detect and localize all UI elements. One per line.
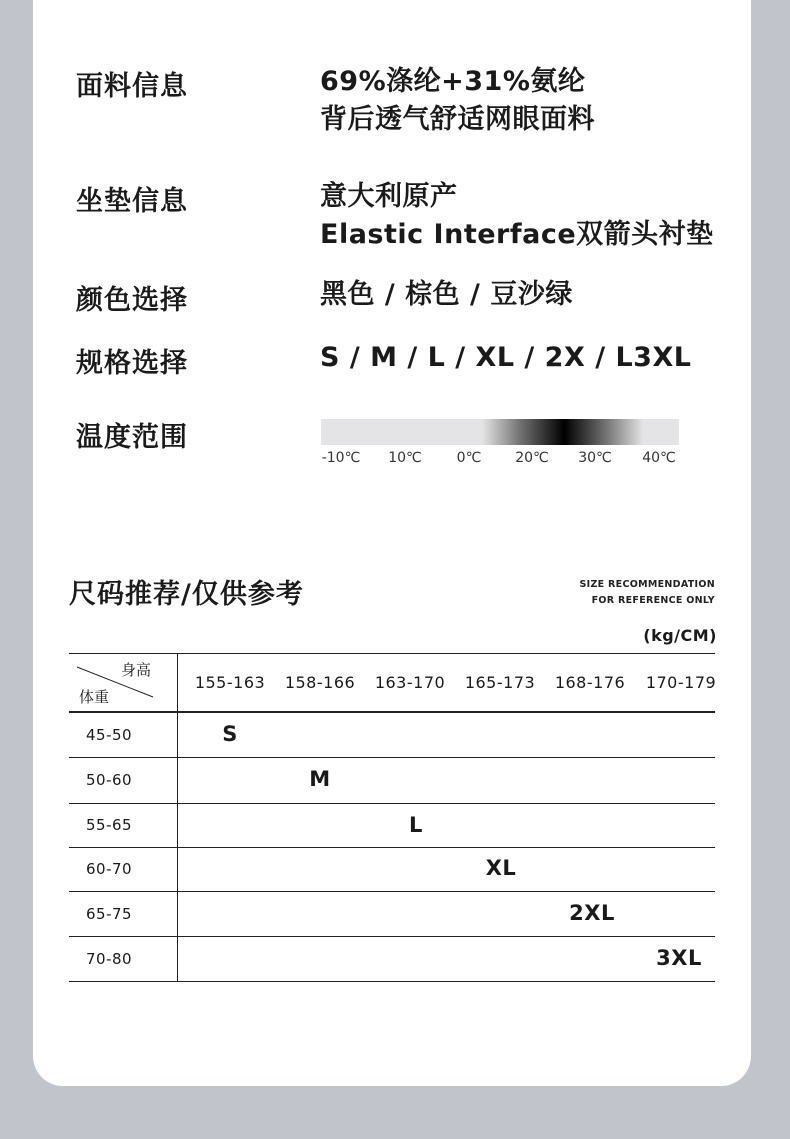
temperature-tick: 0℃ bbox=[456, 450, 482, 466]
temperature-gradient-bar bbox=[321, 419, 679, 445]
weight-row-header: 45-50 bbox=[86, 726, 133, 744]
size-table bbox=[69, 653, 715, 982]
height-column-header: 163-170 bbox=[374, 673, 446, 692]
table-header-divider bbox=[69, 711, 715, 713]
table-border-bottom bbox=[69, 981, 715, 982]
temperature-tick: 10℃ bbox=[388, 450, 422, 466]
weight-row-header: 65-75 bbox=[86, 905, 133, 923]
temperature-tick: 20℃ bbox=[515, 450, 549, 466]
table-row-divider bbox=[69, 891, 715, 892]
size-cell: M bbox=[309, 767, 331, 791]
size-value: S / M / L / XL / 2X / L3XL bbox=[320, 342, 692, 373]
pad-label: 坐垫信息 bbox=[76, 186, 188, 217]
size-chart-subtitle-2: FOR REFERENCE ONLY bbox=[591, 595, 715, 606]
fabric-value bbox=[320, 63, 595, 139]
size-cell: XL bbox=[485, 856, 517, 880]
temperature-tick: -10℃ bbox=[321, 450, 361, 466]
weight-row-header: 70-80 bbox=[86, 950, 133, 968]
temperature-tick: 30℃ bbox=[578, 450, 612, 466]
weight-row-header: 60-70 bbox=[86, 860, 133, 878]
pad-line-2: Elastic Interface双箭头衬垫 bbox=[320, 219, 714, 250]
table-row-divider bbox=[69, 936, 715, 937]
weight-row-header: 55-65 bbox=[86, 816, 133, 834]
table-column-divider bbox=[177, 653, 178, 982]
color-label: 颜色选择 bbox=[76, 285, 188, 316]
size-cell: 2XL bbox=[569, 901, 615, 925]
pad-line-1: 意大利原产 bbox=[320, 181, 458, 212]
corner-weight-label: 体重 bbox=[79, 688, 110, 706]
color-value: 黑色 / 棕色 / 豆沙绿 bbox=[320, 279, 573, 310]
height-column-header: 170-179 bbox=[645, 673, 717, 692]
size-cell: S bbox=[222, 722, 238, 746]
temperature-tick: 40℃ bbox=[642, 450, 676, 466]
height-column-header: 168-176 bbox=[554, 673, 626, 692]
size-cell: L bbox=[409, 813, 423, 837]
table-row-divider bbox=[69, 757, 715, 758]
height-column-header: 155-163 bbox=[194, 673, 266, 692]
size-label: 规格选择 bbox=[76, 348, 188, 379]
fabric-line-2: 背后透气舒适网眼面料 bbox=[320, 104, 595, 135]
table-row-divider bbox=[69, 847, 715, 848]
size-chart-unit: (kg/CM) bbox=[643, 626, 717, 645]
temperature-label: 温度范围 bbox=[76, 422, 188, 453]
size-chart-subtitle-1: SIZE RECOMMENDATION bbox=[579, 579, 715, 590]
corner-height-label: 身高 bbox=[121, 661, 152, 679]
height-column-header: 165-173 bbox=[464, 673, 536, 692]
fabric-line-1: 69%涤纶+31%氨纶 bbox=[320, 66, 586, 97]
height-column-header: 158-166 bbox=[284, 673, 356, 692]
size-chart-title: 尺码推荐/仅供参考 bbox=[69, 579, 304, 610]
weight-row-header: 50-60 bbox=[86, 771, 133, 789]
table-row-divider bbox=[69, 803, 715, 804]
pad-value bbox=[320, 178, 714, 254]
size-cell: 3XL bbox=[656, 946, 702, 970]
fabric-label: 面料信息 bbox=[76, 71, 188, 102]
